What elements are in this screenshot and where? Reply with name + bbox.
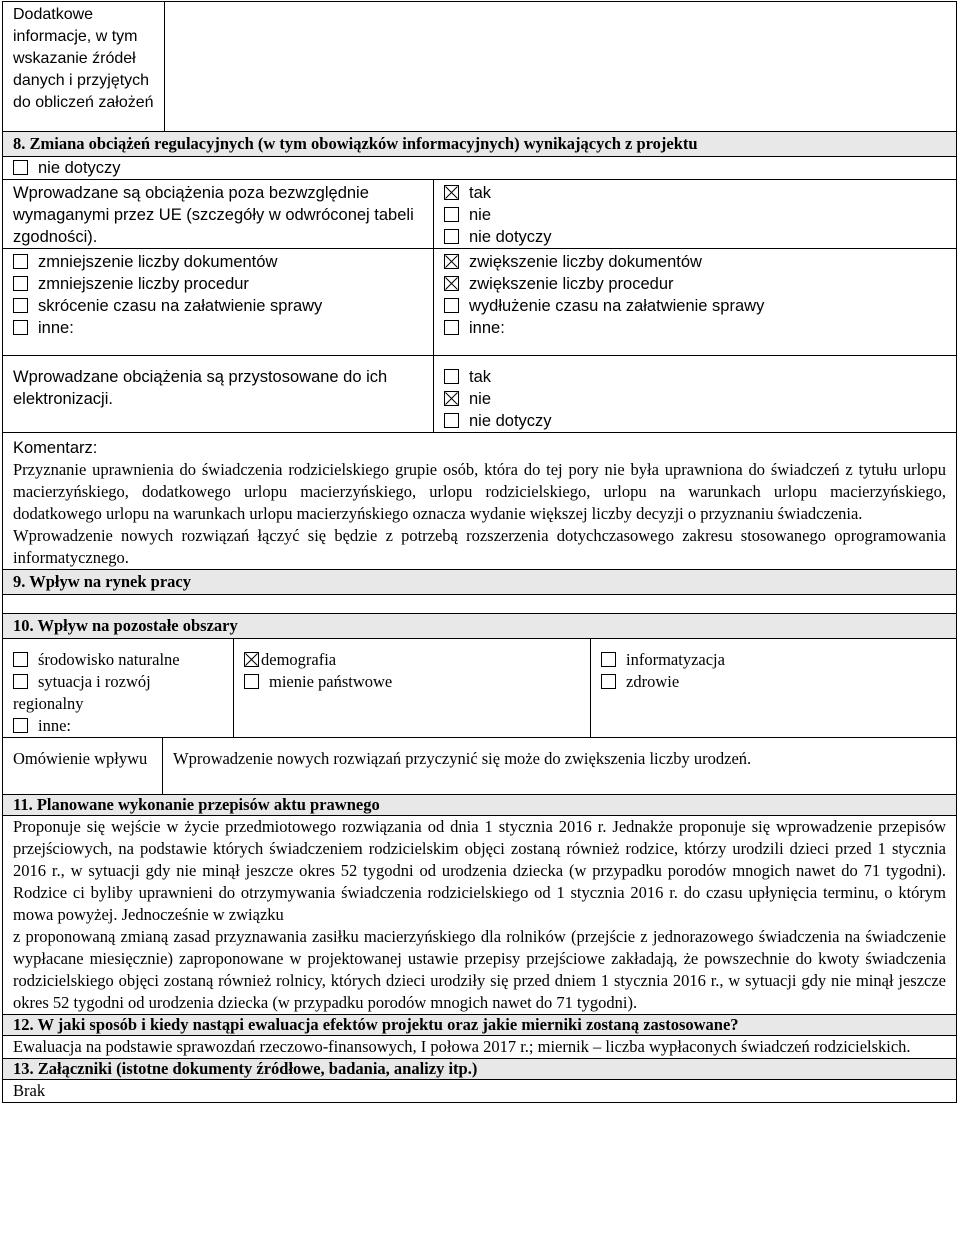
- checkbox-icon[interactable]: [13, 674, 28, 689]
- checkbox-icon[interactable]: [13, 276, 28, 291]
- checkbox-checked-icon[interactable]: [444, 276, 459, 291]
- option-shorter-time[interactable]: skrócenie czasu na załatwienie sprawy: [13, 295, 423, 317]
- right-options: [434, 249, 957, 356]
- checkbox-icon[interactable]: [13, 320, 28, 335]
- section-8-title: 8. Zmiana obciążeń regulacyjnych (w tym obowiązków informacyjnych) wynikających z projektu: [3, 132, 957, 157]
- option-environment[interactable]: środowisko naturalne: [13, 649, 223, 671]
- additional-info-label: Dodatkowe informacje, w tym wskazanie źródeł danych i przyjętych do obliczeń założeń: [3, 2, 165, 132]
- checkbox-icon[interactable]: [444, 369, 459, 384]
- option-longer-time[interactable]: wydłużenie czasu na załatwienie sprawy: [444, 295, 946, 317]
- section-9-title: 9. Wpływ na rynek pracy: [3, 570, 957, 595]
- option-less-procedures[interactable]: zmniejszenie liczby procedur: [13, 273, 423, 295]
- left-options: [3, 249, 434, 356]
- section-9-body: [3, 595, 957, 614]
- section-13-title: 13. Załączniki (istotne dokumenty źródłowe, badania, analizy itp.): [3, 1059, 957, 1080]
- checkbox-icon[interactable]: [13, 298, 28, 313]
- option-demography[interactable]: demografia: [244, 649, 580, 671]
- option-health[interactable]: zdrowie: [601, 671, 946, 693]
- comment-label: Komentarz:: [13, 439, 98, 457]
- document-page: [2, 1, 957, 1103]
- checkbox-checked-icon[interactable]: [444, 185, 459, 200]
- section-10-table: [2, 613, 957, 795]
- option-regional[interactable]: sytuacja i rozwój regionalny: [13, 672, 151, 713]
- section-12-text: Ewaluacja na podstawie sprawozdań rzeczowo-finansowych, I połowa 2017 r.; miernik – liczba wypłaconych świadczeń rodzicielskich.: [3, 1036, 957, 1059]
- checkbox-icon[interactable]: [444, 229, 459, 244]
- section-13-table: [2, 1058, 957, 1103]
- section-11-title: 11. Planowane wykonanie przepisów aktu prawnego: [3, 795, 957, 816]
- checkbox-icon[interactable]: [244, 674, 259, 689]
- option-computerization[interactable]: informatyzacja: [601, 649, 946, 671]
- checkbox-icon[interactable]: [13, 160, 28, 175]
- comment-text-2: Wprowadzenie nowych rozwiązań łączyć się będzie z potrzebą rozszerzenia dotychczasowego zakresu stosowanego oprogramowania informatycznego.: [13, 526, 946, 567]
- impact-col-2: [234, 639, 591, 738]
- section-11-paragraph-1: Proponuje się wejście w życie przedmiotowego rozwiązania od dnia 1 stycznia 2016 r. Jednakże proponuje się wprowadzenie przepisów przejściowych, na podstawie których świadczeniem rodzicielskim objęci zostaną również rodzice, którzy urodzili dzieci przed 1 stycznia 2016 r., w sytuacji gdy nie minął jeszcze okres 52 tygodni od urodzenia dziecka (w przypadku porodów mnogich nawet do 71 tygodni). Rodzice ci byliby uprawnieni do otrzymywania świadczenia rodzicielskiego od 1 stycznia 2016 r. do czasu upłynięcia terminu, o którym mowa powyżej. Jednocześnie w związku: [13, 817, 946, 924]
- impact-discussion-label: Omówienie wpływu: [3, 738, 163, 795]
- checkbox-icon[interactable]: [444, 298, 459, 313]
- checkbox-icon[interactable]: [444, 207, 459, 222]
- section-12-table: [2, 1014, 957, 1059]
- q2-text: Wprowadzane obciążenia są przystosowane do ich elektronizacji.: [3, 356, 434, 433]
- q1-text: Wprowadzane są obciążenia poza bezwzględnie wymaganymi przez UE (szczegóły w odwróconej tabeli zgodności).: [3, 180, 434, 249]
- option-more-procedures[interactable]: zwiększenie liczby procedur: [444, 273, 946, 295]
- section-12-title: 12. W jaki sposób i kiedy nastąpi ewaluacja efektów projektu oraz jakie mierniki zostaną zastosowane?: [3, 1015, 957, 1036]
- option-other-right[interactable]: inne:: [444, 317, 946, 339]
- section-11-body: [3, 816, 957, 1015]
- section-11-paragraph-2: z proponowaną zmianą zasad przyznawania zasiłku macierzyńskiego dla rolników (przejście z jednorazowego świadczenia na świadczenie wypłacane miesięcznie) zaproponowane w projektowanej ustawie przepisy przejściowe zakładają, że powszechnie do kwoty świadczenia rodzicielskiego objęci zostaną również rolnicy, których dzieci urodziły się przed dniem 1 stycznia 2016 r., w sytuacji gdy nie minął jeszcze okres 52 tygodni od urodzenia dziecka (w przypadku porodów mnogich nawet do 71 tygodni).: [13, 927, 946, 1012]
- q2-option-nie-dotyczy[interactable]: nie dotyczy: [444, 410, 946, 432]
- option-other-left[interactable]: inne:: [13, 317, 423, 339]
- section-8-not-applicable: nie dotyczy: [3, 157, 957, 180]
- q1-option-tak[interactable]: tak: [444, 182, 946, 204]
- option-more-documents[interactable]: zwiększenie liczby dokumentów: [444, 251, 946, 273]
- checkbox-icon[interactable]: [13, 652, 28, 667]
- q1-option-nie[interactable]: nie: [444, 204, 946, 226]
- section-10-title: 10. Wpływ na pozostałe obszary: [3, 614, 957, 639]
- impact-discussion-text: Wprowadzenie nowych rozwiązań przyczynić się może do zwiększenia liczby urodzeń.: [163, 738, 957, 795]
- checkbox-icon[interactable]: [13, 254, 28, 269]
- q2-options: [434, 356, 957, 433]
- option-other-impact[interactable]: inne:: [13, 715, 223, 737]
- checkbox-icon[interactable]: [13, 718, 28, 733]
- comment-text: Przyznanie uprawnienia do świadczenia rodzicielskiego grupie osób, która do tej pory nie była uprawniona do świadczeń z tytułu urlopu macierzyńskiego, dodatkowego urlopu macierzyńskiego, urlopu rodzicielskiego, urlopu na warunkach urlopu macierzyńskiego, dodatkowego urlopu na warunkach urlopu macierzyńskiego oznacza wydanie większej liczby decyzji o przyznaniu świadczenia.: [13, 460, 946, 523]
- additional-info-table: [2, 1, 957, 132]
- checkbox-icon[interactable]: [601, 674, 616, 689]
- option-state-property[interactable]: mienie państwowe: [244, 671, 580, 693]
- checkbox-checked-icon[interactable]: [444, 254, 459, 269]
- section-13-text: Brak: [3, 1080, 957, 1103]
- comment-cell: [3, 433, 957, 570]
- q1-options: [434, 180, 957, 249]
- checkbox-checked-icon[interactable]: [244, 652, 259, 667]
- checkbox-icon[interactable]: [444, 320, 459, 335]
- q2-option-tak[interactable]: tak: [444, 366, 946, 388]
- option-less-documents[interactable]: zmniejszenie liczby dokumentów: [13, 251, 423, 273]
- q2-option-nie[interactable]: nie: [444, 388, 946, 410]
- checkbox-icon[interactable]: [601, 652, 616, 667]
- q1-option-nie-dotyczy[interactable]: nie dotyczy: [444, 226, 946, 248]
- section-8-table: [2, 131, 957, 570]
- impact-col-3: [591, 639, 957, 738]
- impact-col-1: [3, 639, 234, 738]
- checkbox-icon[interactable]: [444, 413, 459, 428]
- additional-info-value: [165, 2, 957, 132]
- section-11-table: [2, 794, 957, 1015]
- checkbox-checked-icon[interactable]: [444, 391, 459, 406]
- section-9-table: [2, 569, 957, 614]
